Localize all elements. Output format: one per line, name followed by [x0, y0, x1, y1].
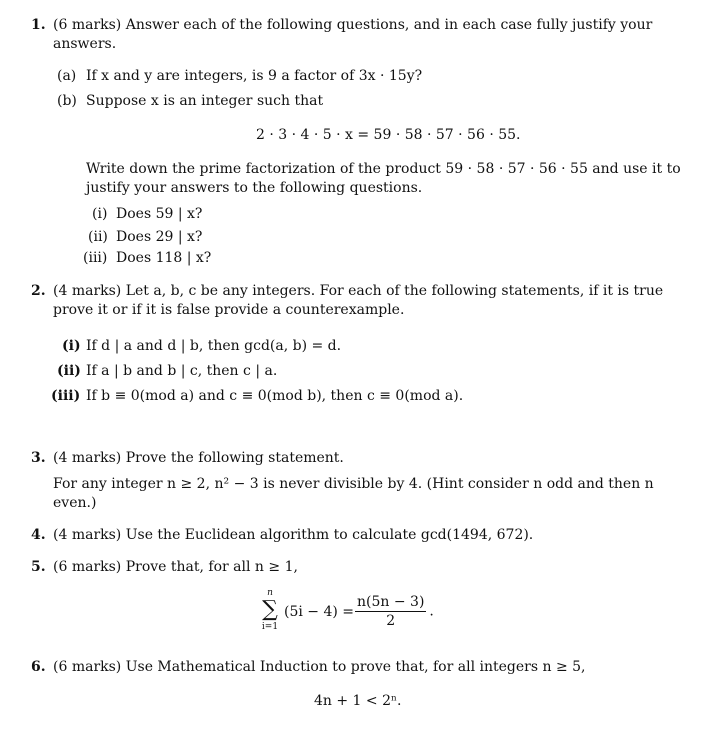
q5-fraction: [352, 593, 434, 630]
q4-text: (4 marks) Use the Euclidean algorithm to calculate gcd(1494, 672).: [53, 527, 534, 543]
q1-equation: 2 · 3 · 4 · 5 · x = 59 · 58 · 57 · 56 · 55.: [256, 127, 521, 143]
q5-frac-numerator: n(5n − 3): [357, 594, 425, 610]
q1-number: 1.: [31, 17, 46, 33]
q1-write-line2: justify your answers to the following questions.: [86, 180, 423, 196]
q4-number: 4.: [31, 527, 46, 543]
q3-number: 3.: [31, 450, 46, 466]
q5-sum-symbol: ∑: [262, 597, 278, 622]
q1b-label: (b): [57, 93, 77, 109]
q1-intro-line2: answers.: [53, 36, 117, 52]
q1a-text: If x and y are integers, is 9 a factor of 3x · 15y?: [86, 68, 423, 84]
q2-intro-line2: prove it or if it is false provide a counterexample.: [53, 302, 405, 318]
q2-number: 2.: [31, 283, 46, 299]
q1-ii-label: (ii): [88, 229, 108, 245]
q1-ii-text: Does 29 | x?: [116, 229, 203, 245]
q5-tail: .: [429, 603, 434, 620]
q6-equation: 4n + 1 < 2ⁿ.: [314, 693, 402, 709]
q1a-label: (a): [57, 68, 77, 84]
q1-iii-text: Does 118 | x?: [116, 250, 212, 266]
q5-number: 5.: [31, 559, 46, 575]
q3-statement-line2: even.): [53, 495, 97, 511]
q5-text: (6 marks) Prove that, for all n ≥ 1,: [53, 559, 298, 575]
q2-intro-line1: (4 marks) Let a, b, c be any integers. For each of the following statements, if it is true: [53, 283, 664, 299]
q2-i-text: If d | a and d | b, then gcd(a, b) = d.: [86, 338, 342, 354]
q1-i-label: (i): [92, 206, 108, 222]
q3-intro: (4 marks) Prove the following statement.: [53, 450, 344, 466]
q6-text: (6 marks) Use Mathematical Induction to prove that, for all integers n ≥ 5,: [53, 659, 586, 675]
q5-sum-body: (5i − 4) =: [284, 604, 355, 620]
q1-intro-line1: (6 marks) Answer each of the following questions, and in each case fully justify your: [53, 17, 653, 33]
q2-ii-label: (ii): [57, 363, 81, 379]
q5-frac-denominator: 2: [386, 613, 396, 629]
q3-statement-line1: For any integer n ≥ 2, n² − 3 is never divisible by 4. (Hint consider n odd and then n: [53, 476, 654, 492]
q1b-text: Suppose x is an integer such that: [86, 93, 324, 109]
q1-iii-label: (iii): [83, 250, 108, 266]
q2-iii-text: If b ≡ 0(mod a) and c ≡ 0(mod b), then c ≡ 0(mod a).: [86, 388, 464, 404]
q6-number: 6.: [31, 659, 46, 675]
q1-write-line1: Write down the prime factorization of the product 59 · 58 · 57 · 56 · 55 and use it to: [86, 161, 681, 177]
q2-ii-text: If a | b and b | c, then c | a.: [86, 363, 278, 379]
q2-i-label: (i): [62, 338, 81, 354]
q2-iii-label: (iii): [51, 388, 81, 404]
q5-sum-lower: i=1: [261, 622, 279, 632]
q5-sum-upper: n: [267, 588, 273, 598]
q5-summation: [256, 588, 284, 632]
q1-i-text: Does 59 | x?: [116, 206, 203, 222]
